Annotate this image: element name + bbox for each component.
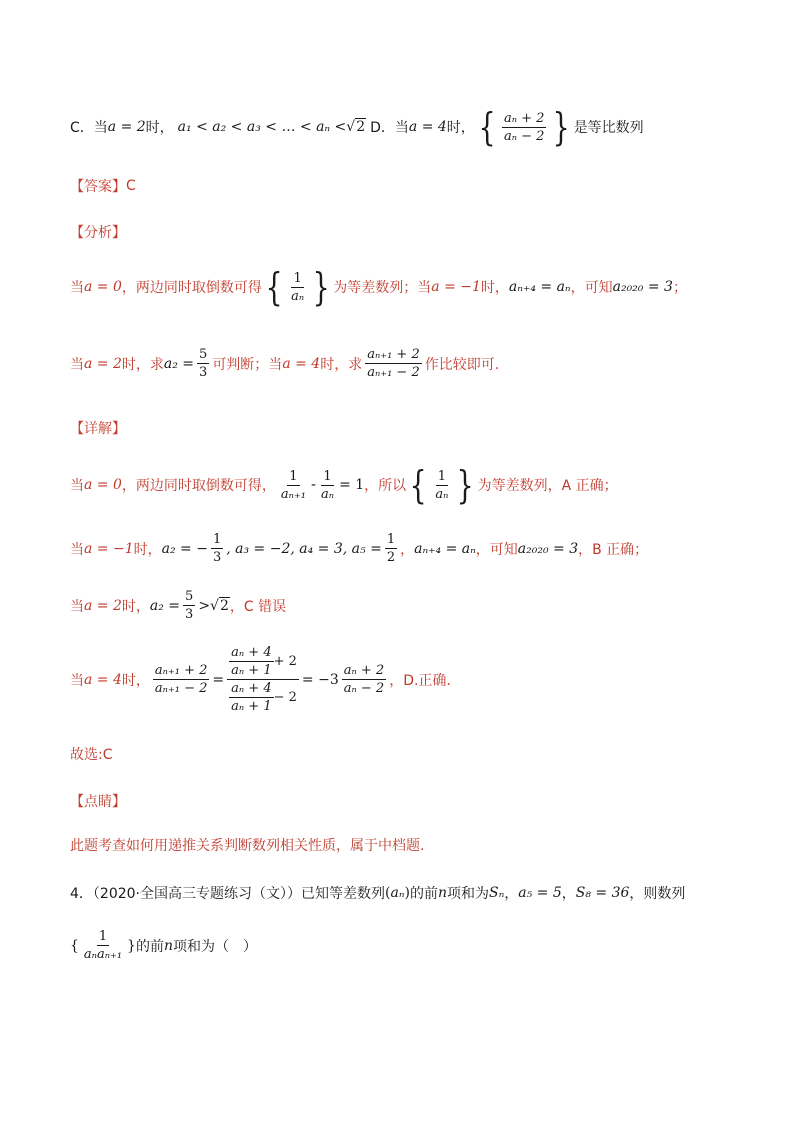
fraction: $\frac{1}{\text{aₙ}}$ <box>321 468 335 502</box>
math-condition: a = 0 <box>84 279 122 295</box>
math-sequence: aₙ <box>390 885 405 901</box>
text: 4．（2020·全国高三专题练习（文））已知等差数列 <box>70 886 385 902</box>
text: ， <box>561 886 576 902</box>
answer-tag: 【答案】 <box>70 179 126 195</box>
math-condition: a = 2 <box>84 355 122 372</box>
detail-line-2 <box>70 531 648 566</box>
question-4-line-1 <box>70 883 685 903</box>
comment-text: 此题考查如何用递推关系判断数列相关性质，属于中档题. <box>70 838 425 854</box>
analysis-line-2 <box>70 346 499 381</box>
math-equation: a₂ = <box>163 355 195 372</box>
text: ，两边同时取倒数可得 <box>121 280 262 296</box>
math-operator: > <box>198 597 211 614</box>
text: 当 <box>70 598 84 615</box>
text: ，可知 <box>570 280 613 296</box>
text: 当 <box>70 672 84 689</box>
right-brace: } <box>457 463 474 507</box>
text: 当 <box>70 356 84 373</box>
math-variable: n <box>437 885 447 901</box>
detail-line-4 <box>70 644 451 715</box>
text: 项和为 <box>447 886 489 902</box>
option-c-condition: a = 2 <box>107 119 146 135</box>
option-d-condition: a = 4 <box>408 119 447 135</box>
option-c-shi: 时， <box>145 120 174 136</box>
detail-tag-line <box>70 418 126 438</box>
text: ，所以 <box>364 478 407 494</box>
fraction: $\frac{1}{\text{aₙaₙ₊₁}}$ <box>83 929 123 962</box>
text: D.正确. <box>403 672 451 689</box>
text: ； <box>672 280 687 296</box>
fraction: $\frac{5}{3}$ <box>199 347 208 380</box>
choice-text: 故选:C <box>70 747 113 763</box>
brace-right: } <box>127 937 136 954</box>
sqrt-expression: √2 <box>210 597 229 614</box>
text: 项和为（ ） <box>173 938 257 955</box>
text: ，可知 <box>475 541 518 558</box>
analysis-tag-line <box>70 222 126 242</box>
text: 当 <box>70 541 84 558</box>
compound-fraction: $\frac{\text{aₙ + 4}}{\text{aₙ + 1}}$ + 2 $\frac{\text{aₙ + 4}}{\text{aₙ + 1}}$ − 2 <box>227 644 299 715</box>
option-c-d-line <box>70 105 644 149</box>
text: 时， <box>480 280 509 296</box>
text: 时，求 <box>121 356 164 373</box>
left-brace: { <box>478 105 496 149</box>
choice-line <box>70 744 113 764</box>
option-c-inequality-chain: a₁ < a₂ < a₃ < … < aₙ < <box>177 119 347 135</box>
fraction: $\frac{5}{3}$ <box>185 589 194 622</box>
detail-line-3 <box>70 588 286 623</box>
fraction: $\frac{1}{2}$ <box>386 532 396 565</box>
math-variable: Sₙ <box>489 885 505 901</box>
math-equation: S₈ = 36 <box>575 885 630 901</box>
question-4-line-2 <box>70 928 257 963</box>
text: ， <box>400 541 415 558</box>
comment-line <box>70 835 424 855</box>
text: 的前 <box>409 886 438 902</box>
text: 为等差数列， <box>477 478 562 494</box>
paren-left: ( <box>385 885 391 901</box>
detail-tag: 【详解】 <box>70 421 126 437</box>
option-d-label: D．当 <box>370 120 409 136</box>
text: - <box>310 477 317 493</box>
comment-tag: 【点睛】 <box>70 794 126 810</box>
math-condition: a = 4 <box>282 355 321 372</box>
math-condition: a = −1 <box>431 279 481 295</box>
math-equation: aₙ₊₄ = aₙ <box>414 540 476 557</box>
math-equation: = 1 <box>339 477 365 493</box>
right-brace: } <box>312 265 330 309</box>
text: 时，求 <box>320 356 363 373</box>
text: 时， <box>133 541 162 558</box>
text: 当 <box>70 478 84 494</box>
sqrt-expression: √2 <box>346 119 366 135</box>
text: 的前 <box>135 938 164 955</box>
text: 作比较即可. <box>424 356 500 373</box>
math-condition: a = 2 <box>84 597 122 614</box>
math-equation: a₂ = − <box>161 540 208 557</box>
math-condition: a = 0 <box>84 477 122 493</box>
fraction: $\frac{1}{3}$ <box>212 532 222 565</box>
text: 时， <box>121 672 150 689</box>
math-equation: = −3 <box>301 671 339 688</box>
text: 可判断；当 <box>212 356 283 373</box>
math-equation: a₂₀₂₀ = 3 <box>612 279 673 295</box>
math-condition: a = −1 <box>84 540 134 557</box>
math-equation: aₙ₊₄ = aₙ <box>508 279 571 295</box>
brace-left: { <box>70 937 79 954</box>
text: ，C 错误 <box>229 598 287 615</box>
math-equation: , a₃ = −2, a₄ = 3, a₅ = <box>226 540 382 557</box>
paren-right: ) <box>404 885 410 901</box>
analysis-tag: 【分析】 <box>70 225 126 241</box>
reciprocal-fraction: $\frac{1}{\text{aₙ}}$ <box>291 270 305 304</box>
fraction: $\frac{1}{\text{aₙ₊₁}}$ <box>280 468 306 502</box>
right-brace: } <box>553 105 570 149</box>
left-brace: { <box>265 265 283 309</box>
ratio-fraction: $\frac{\text{aₙ₊₁ + 2}}{\text{aₙ₊₁ − 2}}$ <box>367 347 420 380</box>
text: ，则数列 <box>629 886 686 902</box>
option-c-label: C．当 <box>70 120 108 136</box>
analysis-line-1 <box>70 265 687 309</box>
option-d-shi: 时， <box>446 120 475 136</box>
reciprocal-fraction: $\frac{1}{\text{aₙ}}$ <box>435 468 449 502</box>
math-equation: a₅ = 5 <box>518 885 562 901</box>
detail-line-1 <box>70 463 618 507</box>
left-brace: { <box>409 463 427 507</box>
answer-line <box>70 176 136 196</box>
ratio-fraction: $\frac{\text{aₙ₊₁ + 2}}{\text{aₙ₊₁ − 2}}$ <box>154 663 208 696</box>
text: A 正确； <box>561 478 618 494</box>
math-equation: a₂ = <box>149 597 181 614</box>
math-variable: n <box>163 937 173 954</box>
text: ， <box>504 886 519 902</box>
text: ， <box>389 672 404 689</box>
option-d-suffix: 是等比数列 <box>573 120 644 136</box>
math-equation: a₂₀₂₀ = 3 <box>517 540 579 557</box>
text: 时， <box>121 598 150 615</box>
comment-tag-line <box>70 791 126 811</box>
option-d-fraction: $\frac{\text{aₙ + 2}}{\text{aₙ − 2}}$ <box>503 110 545 144</box>
answer-value: C <box>126 178 136 194</box>
ratio-fraction: $\frac{\text{aₙ + 2}}{\text{aₙ − 2}}$ <box>343 663 385 696</box>
text: ，B 正确； <box>578 541 649 558</box>
text: ，两边同时取倒数可得， <box>121 478 276 494</box>
text: 为等差数列；当 <box>333 280 432 296</box>
math-condition: a = 4 <box>84 671 122 688</box>
text: 当 <box>70 280 84 296</box>
math-operator: = <box>212 671 225 688</box>
